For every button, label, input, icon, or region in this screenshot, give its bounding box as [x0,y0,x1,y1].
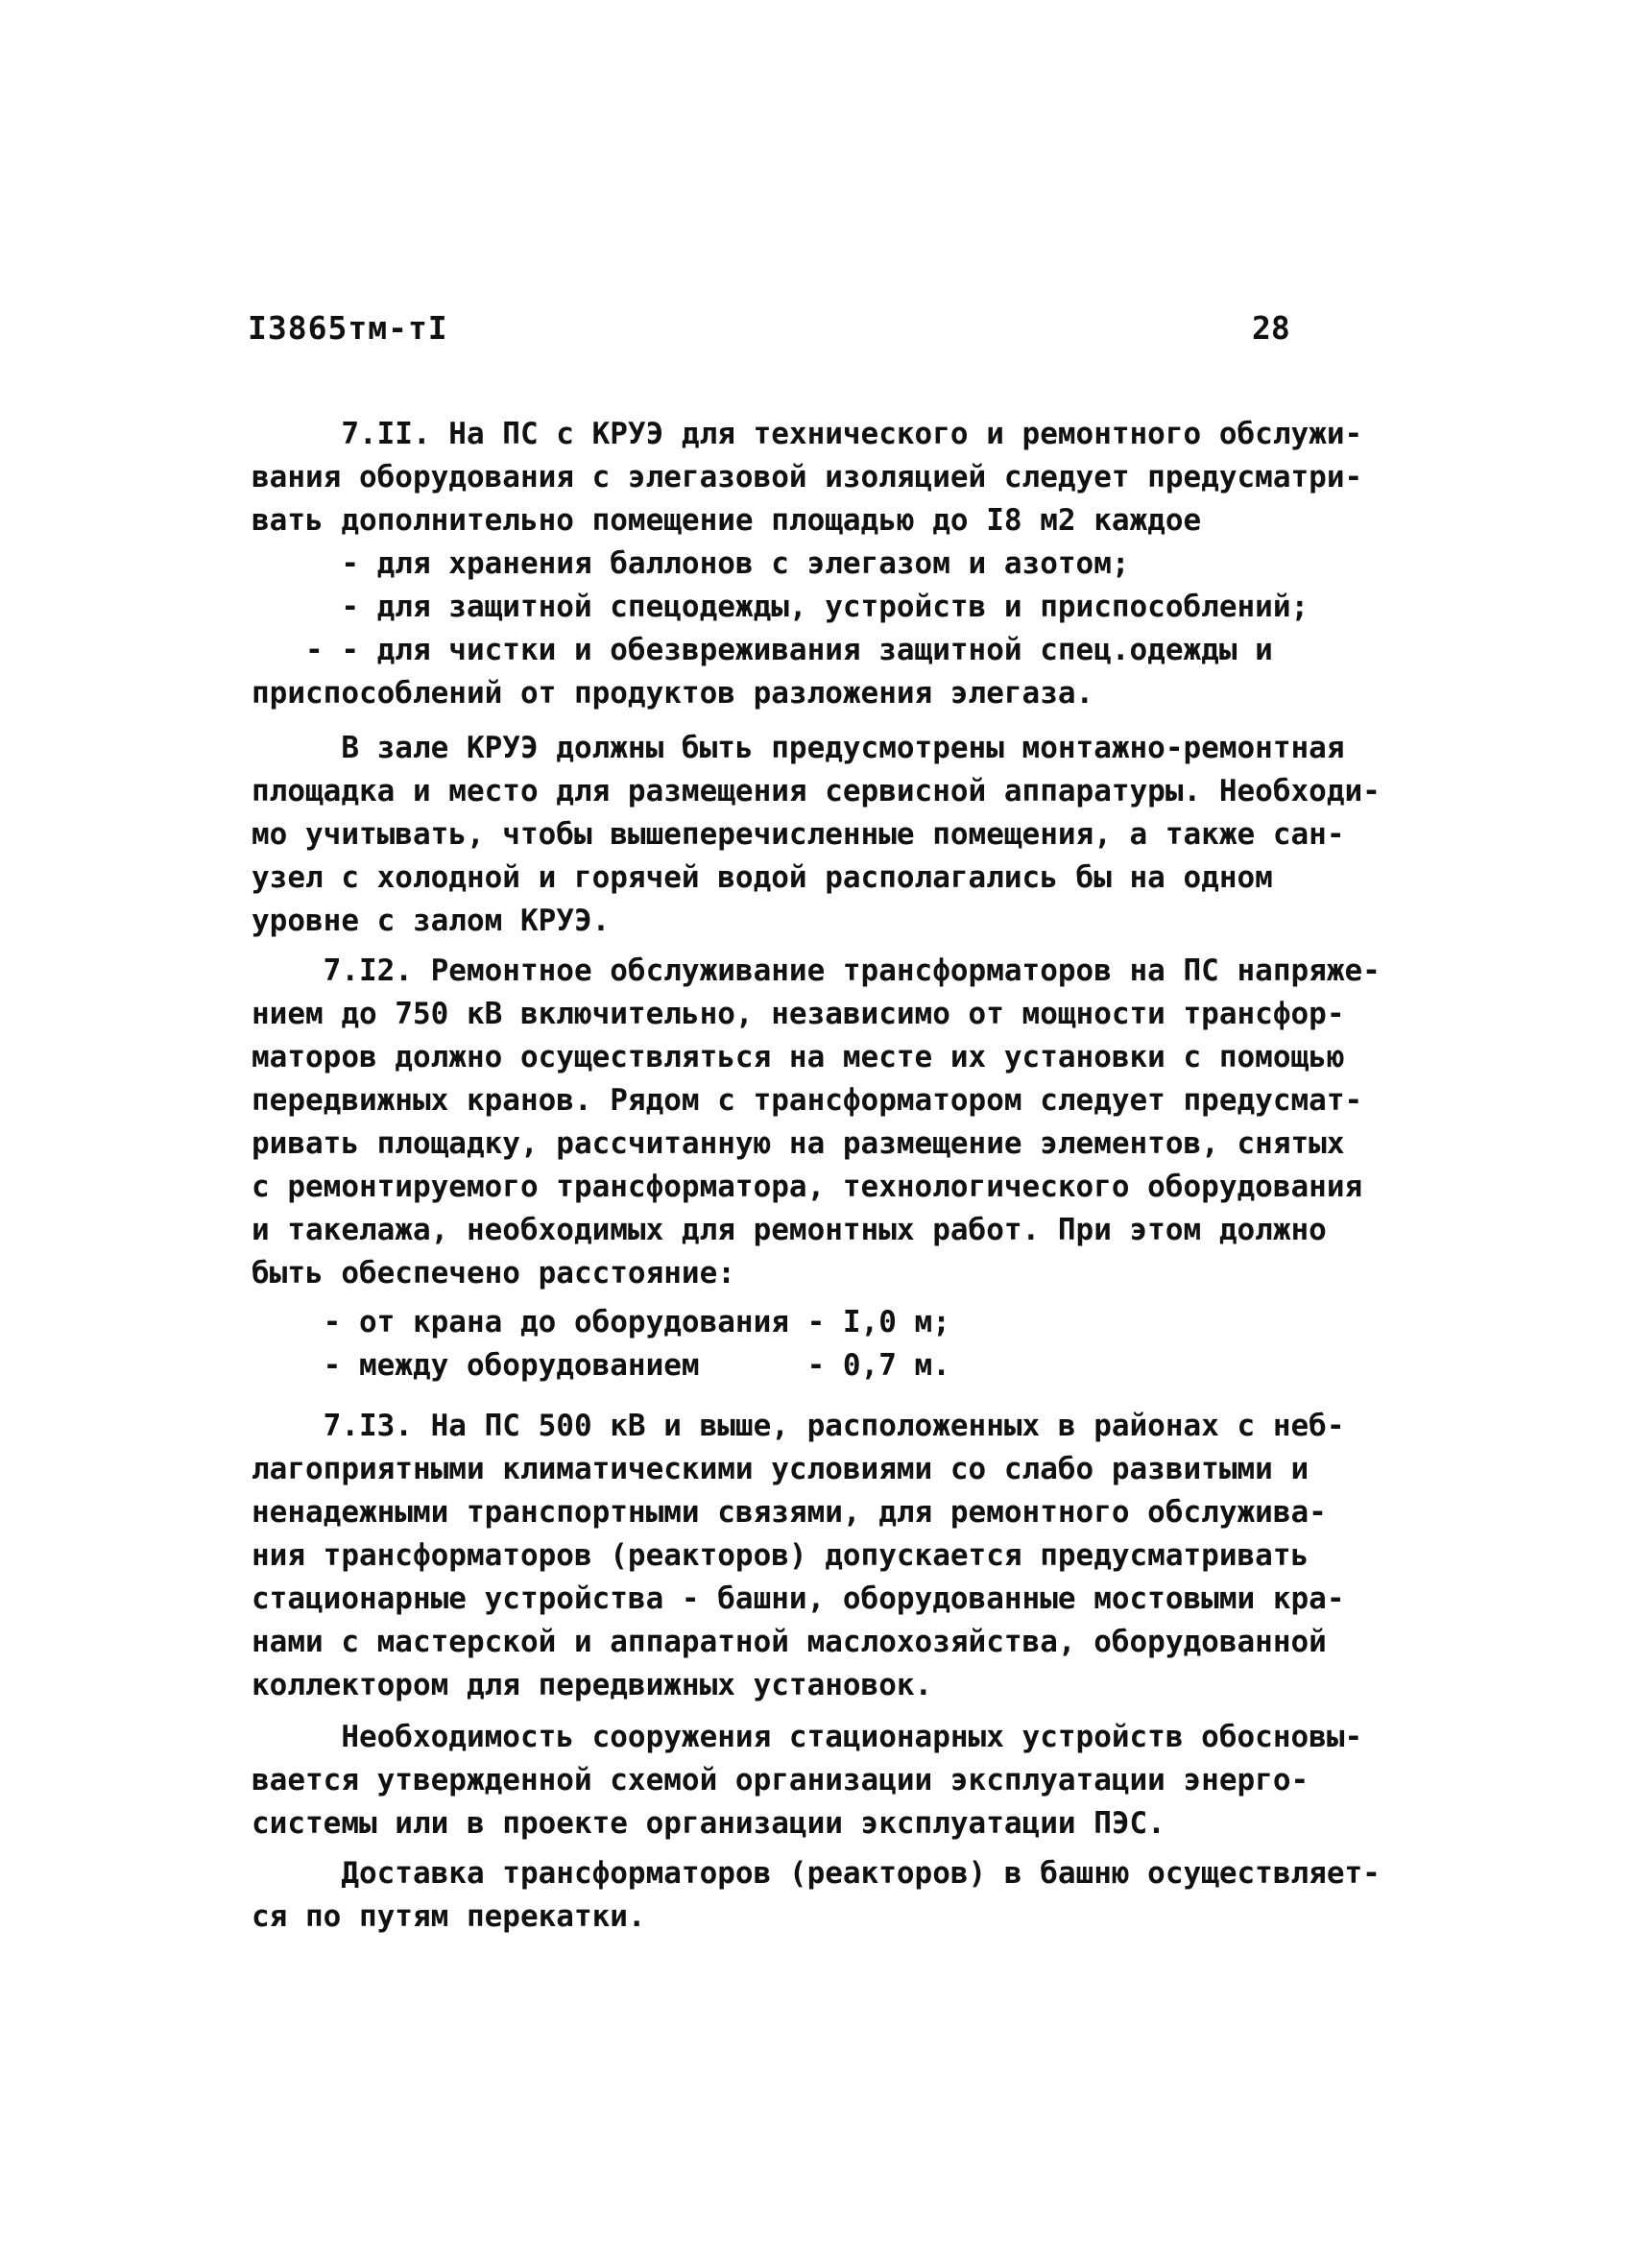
text-line: ненадежными транспортными связями, для ремонтного обслужива- [252,1495,1327,1530]
text-line: нием до 750 кВ включительно, независимо от мощности трансфор- [252,997,1345,1031]
text-line: - для хранения баллонов с элегазом и азотом; [252,546,1130,581]
text-line: приспособлений от продуктов разложения элегаза. [252,676,1094,711]
text-line: В зале КРУЭ должны быть предусмотрены монтажно-ремонтная [252,731,1345,765]
text-line: - между оборудованием - 0,7 м. [252,1348,950,1383]
text-line: быть обеспечено расстояние: [252,1256,735,1291]
text-line: 7.I2. Ремонтное обслуживание трансформаторов на ПС напряже- [252,953,1381,988]
text-line: с ремонтируемого трансформатора, технологического оборудования [252,1170,1363,1204]
text-line: лагоприятными климатическими условиями со слабо развитыми и [252,1452,1310,1486]
text-line: - для защитной спецодежды, устройств и приспособлений; [252,590,1310,624]
text-line: 7.I3. На ПС 500 кВ и выше, расположенных в районах с неб- [252,1409,1345,1443]
text-line: нами с мастерской и аппаратной маслохозяйства, оборудованной [252,1625,1327,1659]
text-line: - - для чистки и обезвреживания защитной спец.одежды и [252,633,1273,667]
text-line: площадка и место для размещения сервисной аппаратуры. Необходи- [252,774,1381,808]
text-line: уровне с залом КРУЭ. [252,904,611,938]
text-line: мо учитывать, чтобы вышеперечисленные помещения, а также сан- [252,817,1345,852]
text-line: системы или в проекте организации эксплуатации ПЭС. [252,1806,1165,1841]
text-line: Доставка трансформаторов (реакторов) в башню осуществляет- [252,1856,1381,1891]
text-line: Необходимость сооружения стационарных устройств обосновы- [252,1720,1363,1754]
text-line: стационарные устройства - башни, оборудованные мостовыми кра- [252,1581,1345,1616]
text-line: 7.II. На ПС с КРУЭ для технического и ремонтного обслужи- [252,417,1363,451]
text-line: узел с холодной и горячей водой располагались бы на одном [252,860,1273,895]
text-line: маторов должно осуществляться на месте их установки с помощью [252,1040,1345,1074]
page-number: 28 [1252,309,1290,347]
text-line: и такелажа, необходимых для ремонтных работ. При этом должно [252,1213,1327,1247]
text-line: передвижных кранов. Рядом с трансформатором следует предусмат- [252,1083,1363,1118]
text-line: вается утвержденной схемой организации эксплуатации энерго- [252,1763,1310,1798]
text-line: ния трансформаторов (реакторов) допускается предусматривать [252,1538,1310,1573]
text-line: ривать площадку, рассчитанную на размещение элементов, снятых [252,1126,1345,1161]
text-line: - от крана до оборудования - I,0 м; [252,1305,950,1339]
text-line: вания оборудования с элегазовой изоляцией следует предусматри- [252,460,1363,495]
text-line: вать дополнительно помещение площадью до I8 м2 каждое [252,503,1202,538]
text-line: коллектором для передвижных установок. [252,1668,933,1702]
text-line: ся по путям перекатки. [252,1899,646,1934]
document-code: I3865тм-тI [248,309,448,347]
